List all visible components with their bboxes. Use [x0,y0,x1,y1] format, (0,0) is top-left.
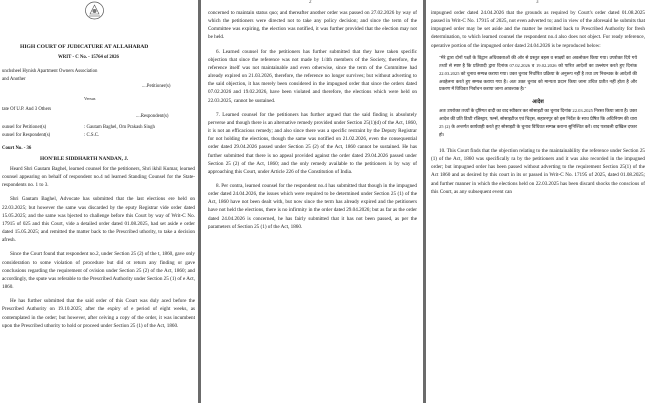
document-page-2 [201,0,423,403]
paragraph: 7. Learned counsel for the petitioners has further argued that the said finding is absolutely perverse and though there is an alternative remedy provided under Section 25(1)(d) of the Act, 1860, it is not an efficacious remedy; and also since there was a specific restraint by the Deputy Registrar for not holding the elections, though the same was notified on 21.02.2026, even the consequential order dated 29.04.2026 passed under Section 25 (2) of the Act, 1860 cannot be sustained. He has further submitted that there is no appeal provided against the order dated 29.04.2026 passed under Section 25 (2) of the Act, 1860; and the only remedy available to the petitioners is by way of approaching this Court, under Article 226 of the Constitution of India. [208,111,417,175]
page-3-body [431,9,645,196]
versus-label: Versus [84,96,96,101]
paragraph: 6. Learned counsel for the petitioners has further submitted that they have taken specific objection that since the reference was not made by 1/4th members of the Society, therefore, the reference itself was not maintainable and even otherwise, since the term of the Committee had already expired on 21.03.2026, therefore, the reference no longer survives; but without adverting to the said objection, it has merely been considered in the impugned order that since the orders dated 07.02.2026 and 19.02.2026, have been violated and therefore, the elections which were held on 22.03.2025, cannot be sustained. [208,48,417,104]
paragraph: Since the Court found that respondent no.2, under Section 25 (2) of the t, 1860, gave only consideration to some violation of procedure but did ot return any finding or gave conclusions regarding the requirement of ovision under Section 25 (2) of the Act, 1860; and accordingly, the spute was referable to the Prescribed Authority under Section 25 (1) of e Act, 1860. [2,251,195,291]
counsel-respondent-label: ounsel for Respondent(s) [2,133,51,138]
counsel-petitioner-value: : Gautam Baghel, Om Prakash Singh [84,125,155,130]
document-page-3 [426,0,651,403]
respondent-line: tate Of U.P. And 3 Others [2,107,52,112]
page-number: 3 [536,0,539,5]
counsel-respondent-value: : C.S.C. [84,133,100,138]
counsel-petitioner-label: ounsel for Petitioner(s) [2,125,47,130]
quoted-order [431,54,645,139]
page-2-body [208,9,417,231]
hindi-order: अतः उपरोक्त तथ्यों के दृष्टिगत वादी का वाद स्वीकार कर सोसाइटी का चुनाव दिनांक 22.03.2025 निरस्त किया जाता है। उक्त आदेश की प्रति डिप्टी रजिस्ट्रार, फर्म्स, सोसाइटीज एवं चिट्स, सहारनपुर को इस निर्देश के साथ प्रेषित कि अधिनियम की धारा 25 (2) के अन्तर्गत कार्यवाही करते हुए सोसाइटी के चुनाव विधिवत सम्पन्न कराना सुनिश्चित करें। वाद पत्रावली दाखिल दफ्तर हो। [439,108,637,138]
document-page-1 [0,0,198,403]
paragraph: concerned to maintain status quo; and thereafter another order was passed on 27.02.2026 by way of which the petitioners were directed not to take any policy decision; and since the term of the Committee was expiring, the election was notified, it was further provided that the election may not be held. [208,10,417,41]
case-number: WRIT - C No. - 15764 of 2026 [58,55,119,60]
paragraph: He has further submitted that the said order of this Court was duly aced before the Prescribed Authority on 19.10.2025; after the expiry of e period of eight weeks, as contemplated in the order; but however, after ceiving a copy of the order, it was incumbent upon the Prescribed uthority to hold or proceed under Section 25 (1) of the Act, 1860. [2,298,195,329]
judge-name: HON'BLE SIDDHARTH NANDAN, J. [40,156,129,162]
petitioner-line-1: unchsheel Hynish Apartment Owners Association [2,69,98,74]
petitioner-line-2: and Another [2,77,26,82]
paragraph: Heard Shri Gautam Baghel, learned counsel for the petitioners, Shri ikhil Kumar, learned counsel appearing on behalf of respondent no.4 nd learned Standing Counsel for the State-respondents no. 1 to 3. [2,166,195,189]
paragraph: Shri Gautam Baghel, Advocate has submitted that the last elections ere held on 22.03.2025; but however the same was discarded by the eputy Registrar vide order dated 15.05.2025; and the same was bjected to challenge before this Court by way of Writ-C No. 17915 of 025 and this Court, vide a detailed order dated 01.08.2025, had set aside e order dated 15.05.2025; and remitted the matter back to the Prescribed uthority, to take a decision afresh. [2,196,195,244]
paragraph: 10. This Court finds that the objection relating to the maintainability the reference under Section 25 (1) of the Act, 1860 was specifically ra by the petitioners and it was also recorded in the impugned order; but impugned order has been passed without adverting to the requirement Section 25(1) of the Act 1860 and as desired by this court in its or passed in Writ-C No. 17195 of 2025, dated 01.08.2025; and further manner in which the elections held on 22.03.2025 has been discard shocks the conscious of this Court, as any subsequent event can [431,147,645,195]
page-1-body [2,165,195,330]
paragraph: impugned order dated 24.04.2026 that the grounds as required by Court's order dated 01.08.2025 passed in Writ-C No. 17915 of 2025, not even adverted to; and in view of the aforesaid he submits that impugned order may be set aside and the matter be remitted back to Prescribed Authority for fresh determination, to which learned counsel the respondent no.4 also does not object. For ready reference, operative portion of the impugned order dated 24.04.2026 is be reproduced below: [431,10,645,49]
respondent-role: ....Respondent(s) [136,114,169,119]
page-number: 2 [309,0,312,5]
petitioner-role: ....Petitioner(s) [142,84,171,89]
court-title: HIGH COURT OF JUDICATURE AT ALLAHABAD [20,44,149,50]
court-number: Court No. - 36 [2,146,32,151]
order-heading: आदेश [532,99,544,106]
hindi-quote: "मेरे द्वारा दोनों पक्षों के विद्वान अधिवक्ताओं की ओर से प्रस्तुत बहस व साक्ष्यों का अवलोकन किया गया। उपरोक्त दिये गये तथ्यों से स्पष्ट है कि प्रतिवादी द्वारा दिनांक 07.02.2026 व 19.02.2026 को पारित आदेशों का उल्लंघन करते हुए दिनांक 22.03.2025 को चुनाव सम्पन्न कराया गया। उक्त चुनाव निर्धारित प्रक्रिया के अनुरूप नहीं है तथा उप निबन्धक के आदेशों की अवहेलना करते हुए सम्पन्न कराया गया है। अतः उक्त चुनाव को मान्यता प्रदान किया जाना उचित प्रतीत नहीं होता है और प्रकरण में विधिवत निर्वाचन कराया जाना आवश्यक है।" [439,54,637,92]
paragraph: 8. Per contra, learned counsel for the respondent no.4 has submitted that though in the impugned order dated 24.04.2026, the issues which were required to be determined under Section 25 (1) of the Act, 1860 have not been dealt with, but now since the term has already expired and the petitioners have not held the elections, there is no infirmity in the order dated 29.04.2026; but as far as the order dated 24.04.2026 is concerned, he has fairly submitted that it has not been passed, as per the parameters of Section 25 (1) of the Act, 1860. [208,182,417,230]
court-emblem-icon [84,1,105,20]
